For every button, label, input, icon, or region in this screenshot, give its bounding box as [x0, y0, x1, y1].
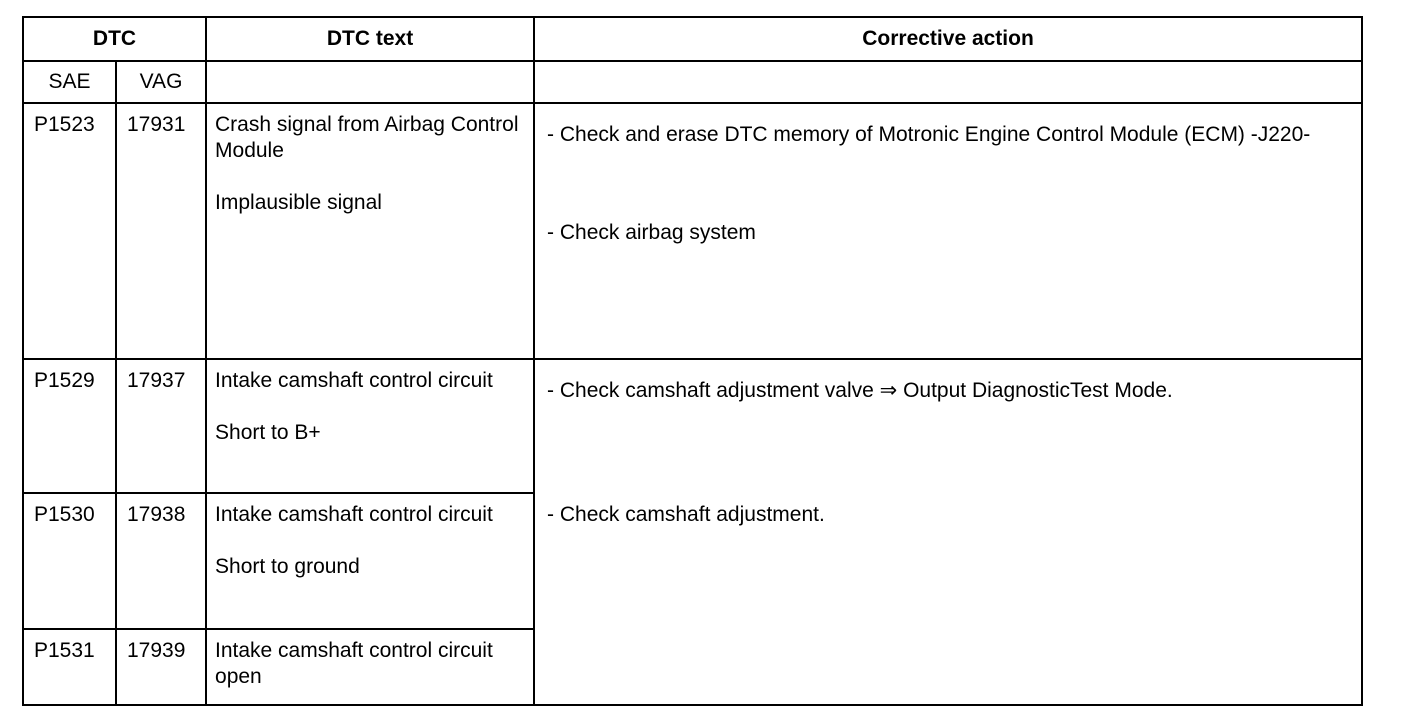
sae-code: P1531: [23, 629, 116, 705]
corrective-action-cell: [534, 103, 1362, 359]
dtc-text-line: Crash signal from Airbag Control Module: [215, 113, 519, 162]
dtc-text-detail: Short to B+: [215, 421, 321, 444]
action-line: - Check and erase DTC memory of Motronic Engine Control Module (ECM) -J220-: [547, 123, 1311, 146]
sae-code: P1530: [23, 493, 116, 629]
dtc-table: [22, 16, 1363, 706]
dtc-text-cell: [206, 629, 534, 705]
action-line: - Check camshaft adjustment valve ⇒ Output DiagnosticTest Mode.: [547, 379, 1173, 402]
vag-code: 17937: [116, 359, 206, 493]
action-line: - Check camshaft adjustment.: [547, 503, 825, 526]
header-sae: SAE: [23, 61, 116, 103]
header-vag: VAG: [116, 61, 206, 103]
dtc-text-detail: Implausible signal: [215, 191, 382, 214]
vag-code: 17938: [116, 493, 206, 629]
dtc-text-line: Intake camshaft control circuit: [215, 369, 493, 392]
header-empty-action: [534, 61, 1362, 103]
dtc-table-container: [22, 16, 1361, 688]
dtc-text-line: Intake camshaft control circuit: [215, 503, 493, 526]
table-row: [23, 359, 1362, 493]
corrective-action-cell: [534, 359, 1362, 705]
vag-code: 17939: [116, 629, 206, 705]
vag-code: 17931: [116, 103, 206, 359]
header-dtc: DTC: [23, 17, 206, 61]
sae-code: P1523: [23, 103, 116, 359]
dtc-text-cell: [206, 359, 534, 493]
header-empty-text: [206, 61, 534, 103]
subheader-row: [23, 61, 1362, 103]
sae-code: P1529: [23, 359, 116, 493]
header-dtc-text: DTC text: [206, 17, 534, 61]
dtc-text-cell: [206, 493, 534, 629]
dtc-text-cell: [206, 103, 534, 359]
dtc-text-line: Intake camshaft control circuit open: [215, 639, 493, 688]
table-row: [23, 103, 1362, 359]
header-corrective-action: Corrective action: [534, 17, 1362, 61]
header-row: [23, 17, 1362, 61]
action-line: - Check airbag system: [547, 221, 756, 244]
dtc-text-detail: Short to ground: [215, 555, 360, 578]
